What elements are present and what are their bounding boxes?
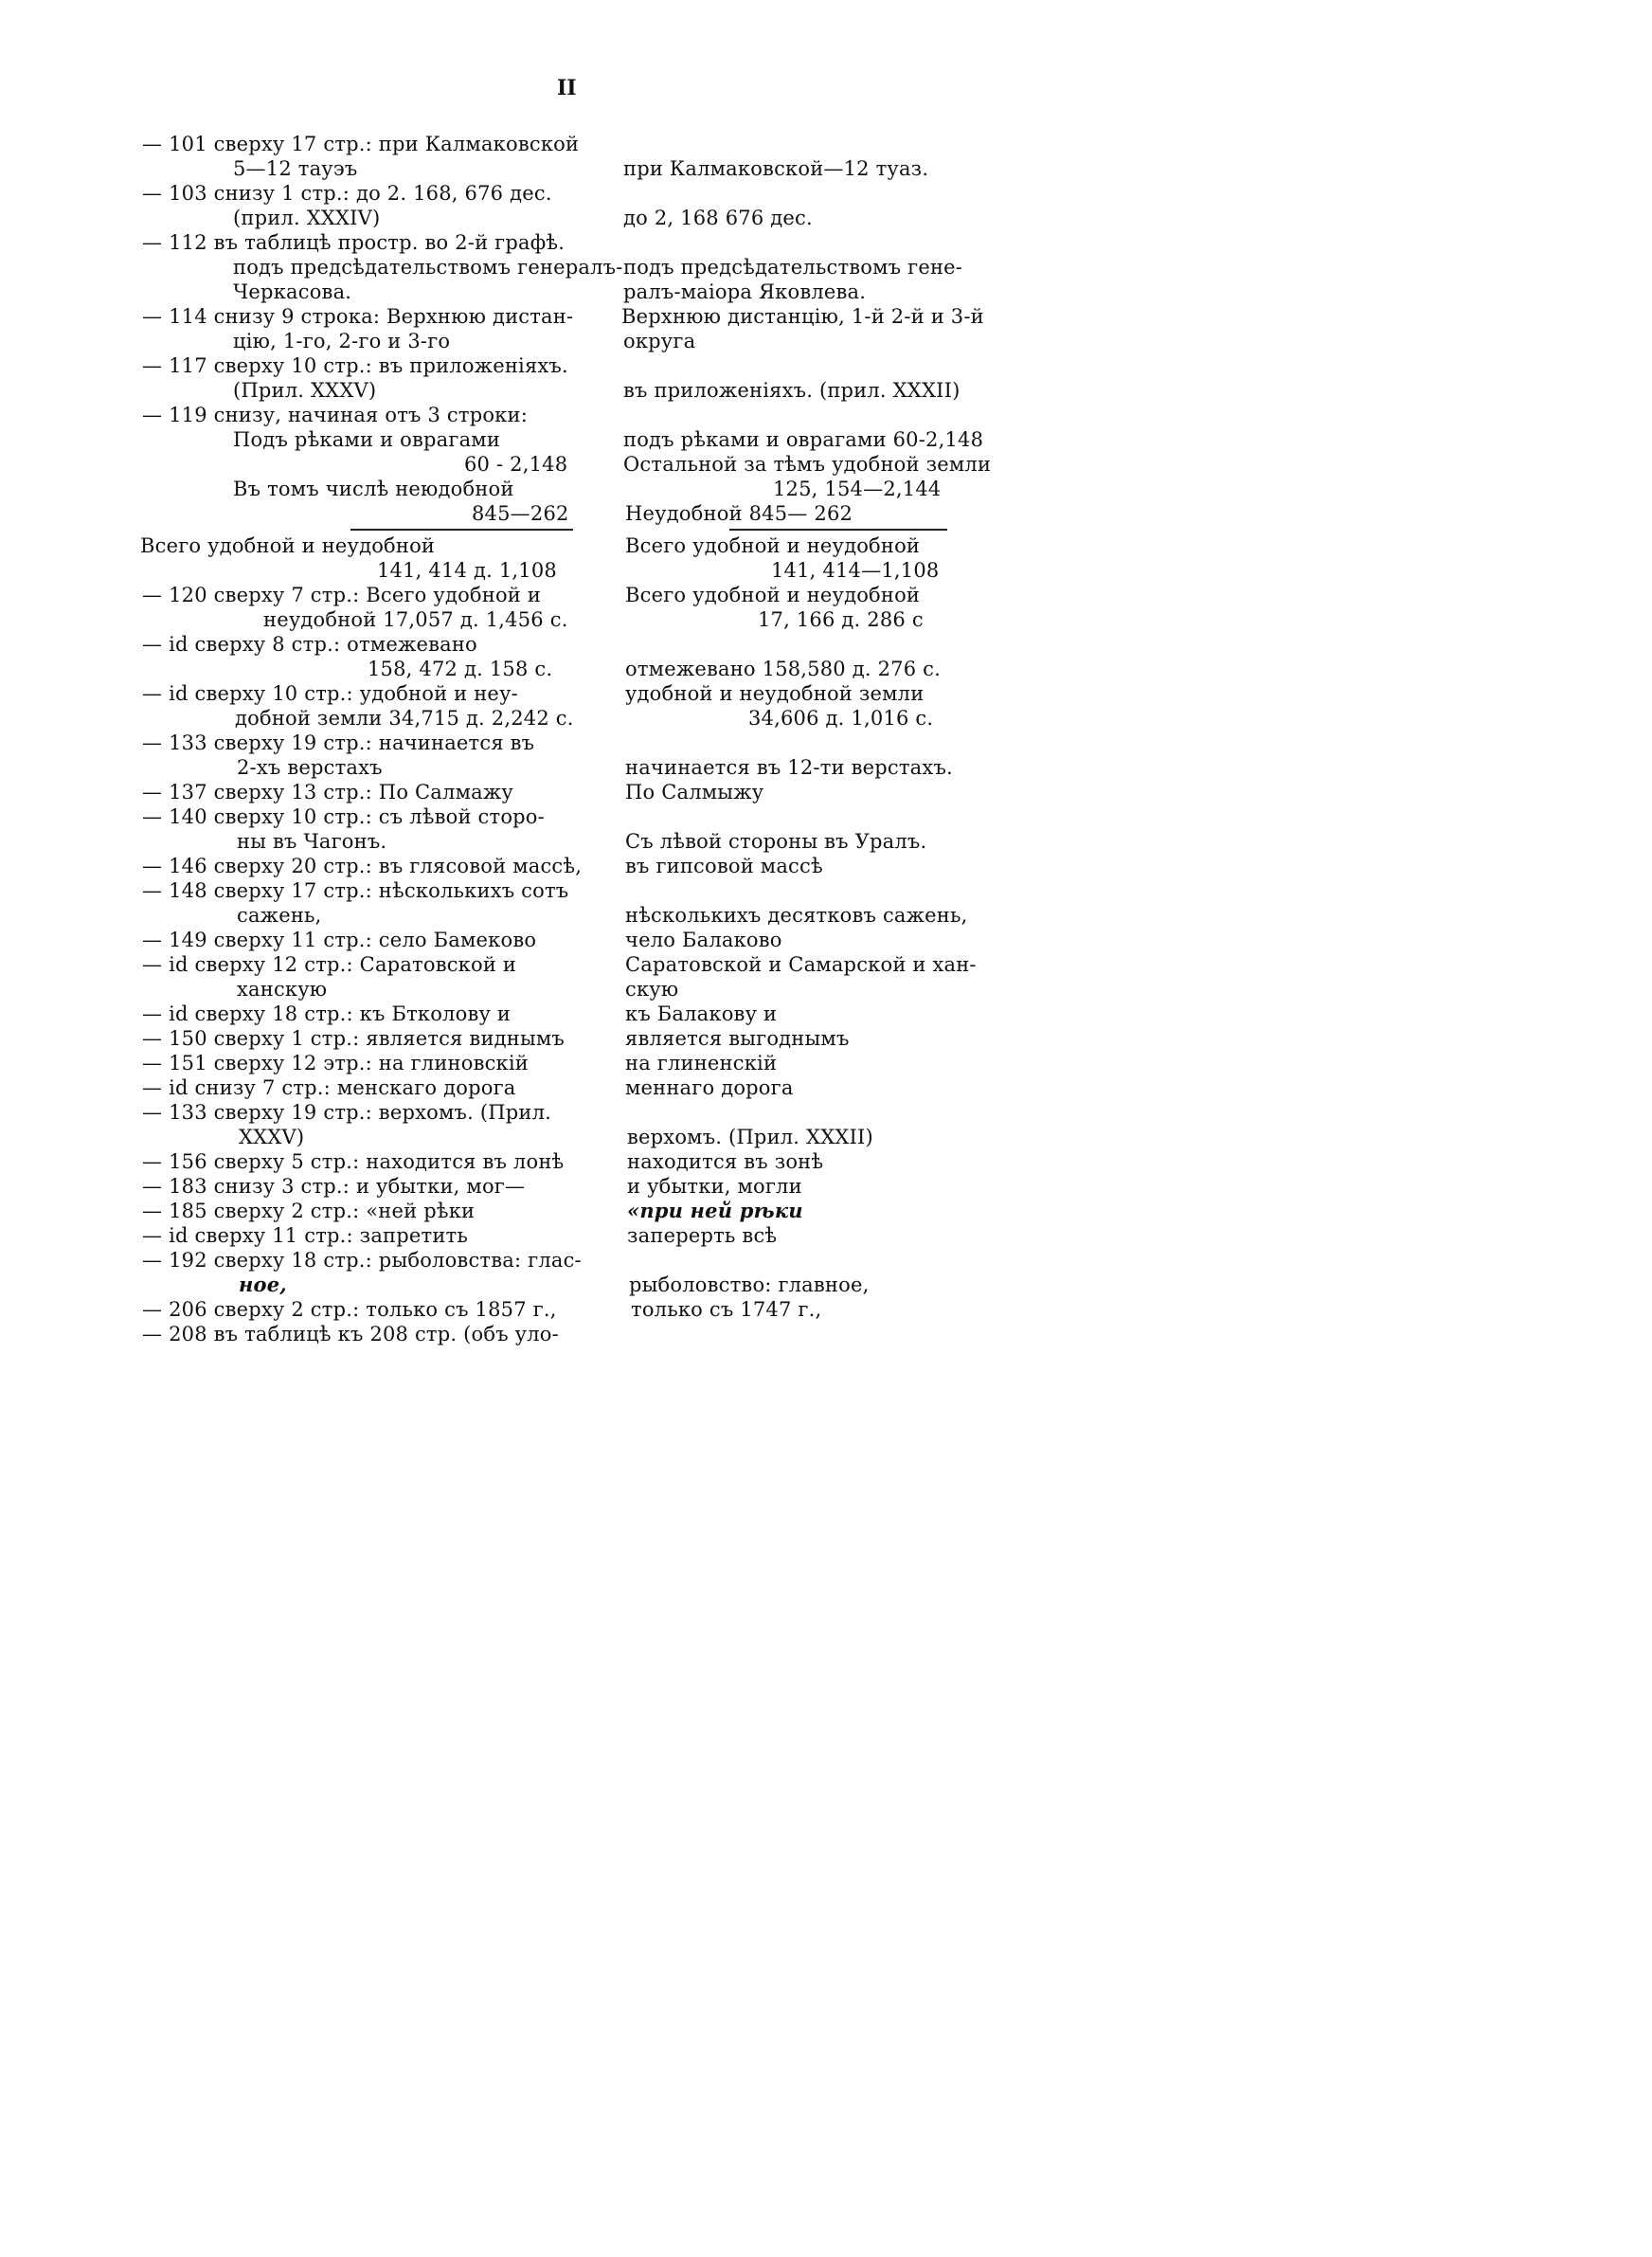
errata-line: — id сверху 12 стр.: Саратовской и xyxy=(142,953,517,976)
total-rule xyxy=(729,529,947,531)
correction-line: 34,606 д. 1,016 с. xyxy=(748,707,934,730)
total-rule xyxy=(350,529,573,531)
correction-line: заперерть всѣ xyxy=(627,1224,778,1247)
errata-line: — 208 въ таблицѣ къ 208 стр. (объ уло- xyxy=(142,1323,559,1345)
errata-line: ны въ Чагонъ. xyxy=(237,830,387,853)
errata-line: — id сверху 8 стр.: отмежевано xyxy=(142,633,477,656)
correction-line: Остальной за тѣмъ удобной земли xyxy=(623,453,992,476)
errata-line: — id сверху 11 стр.: запретить xyxy=(142,1224,468,1247)
errata-line: неудобной 17,057 д. 1,456 с. xyxy=(263,608,568,631)
correction-line: на глиненскій xyxy=(625,1052,778,1074)
errata-line: — 149 сверху 11 стр.: село Бамеково xyxy=(142,929,537,951)
correction-line: при Калмаковской—12 туаз. xyxy=(623,157,929,180)
errata-line: Всего удобной и неудобной xyxy=(140,534,436,557)
correction-line: нѣсколькихъ десятковъ сажень, xyxy=(625,904,968,927)
correction-line: ралъ-маіора Яковлева. xyxy=(623,280,867,303)
errata-line: ханскую xyxy=(237,978,328,1001)
errata-line: 5—12 тауэъ xyxy=(233,157,358,180)
correction-line: и убытки, могли xyxy=(627,1175,802,1198)
errata-line: — id сверху 18 стр.: къ Бтколову и xyxy=(142,1002,512,1025)
errata-line: Въ томъ числѣ неюдобной xyxy=(233,478,514,500)
correction-line: верхомъ. (Прил. XXXII) xyxy=(627,1126,873,1148)
correction-line: «при ней рѣки xyxy=(627,1199,803,1222)
correction-line: 141, 414—1,108 xyxy=(771,559,940,582)
errata-line: — 206 сверху 2 стр.: только съ 1857 г., xyxy=(142,1298,557,1321)
correction-line: 17, 166 д. 286 с xyxy=(758,608,924,631)
errata-line: — 146 сверху 20 стр.: въ глясовой массѣ, xyxy=(142,855,583,877)
errata-line: подъ предсѣдательствомъ генералъ- xyxy=(233,256,623,279)
errata-line: — 192 сверху 18 стр.: рыболовства: глас- xyxy=(142,1249,582,1272)
errata-line: — 137 сверху 13 стр.: По Салмажу xyxy=(142,781,513,803)
errata-line: (Прил. XXXV) xyxy=(233,379,377,402)
errata-line: — 103 снизу 1 стр.: до 2. 168, 676 дес. xyxy=(142,182,552,205)
correction-line: въ гипсовой массѣ xyxy=(625,855,823,877)
correction-line: чело Балаково xyxy=(625,929,782,951)
errata-line: добной земли 34,715 д. 2,242 с. xyxy=(235,707,574,730)
errata-line: — id снизу 7 стр.: менскаго дорога xyxy=(142,1076,516,1099)
errata-line: (прил. XXXIV) xyxy=(233,207,381,229)
errata-line: цію, 1-го, 2-го и 3-го xyxy=(233,330,451,352)
correction-line: въ приложеніяхъ. (прил. XXXII) xyxy=(623,379,961,402)
errata-line: — 133 сверху 19 стр.: начинается въ xyxy=(142,731,535,754)
errata-line: — 133 сверху 19 стр.: верхомъ. (Прил. xyxy=(142,1101,551,1124)
errata-line: Подъ рѣками и оврагами xyxy=(233,428,501,451)
errata-line: 2-хъ верстахъ xyxy=(237,756,383,779)
errata-line: — 101 сверху 17 стр.: при Калмаковской xyxy=(142,133,580,155)
errata-line: — 114 снизу 9 строка: Верхнюю дистан- xyxy=(142,305,574,328)
errata-line: сажень, xyxy=(237,904,322,927)
correction-line: находится въ зонѣ xyxy=(627,1150,824,1173)
correction-line: Съ лѣвой стороны въ Уралъ. xyxy=(625,830,927,853)
errata-line: ное, xyxy=(239,1273,287,1296)
correction-line: Верхнюю дистанцію, 1-й 2-й и 3-й xyxy=(621,305,984,328)
errata-line: — 120 сверху 7 стр.: Всего удобной и xyxy=(142,584,542,606)
correction-line: Всего удобной и неудобной xyxy=(625,534,921,557)
errata-line: 141, 414 д. 1,108 xyxy=(377,559,557,582)
errata-line: — 151 сверху 12 этр.: на глиновскій xyxy=(142,1052,529,1074)
correction-line: По Салмыжу xyxy=(625,781,764,803)
correction-line: удобной и неудобной земли xyxy=(625,682,925,705)
errata-line: — 156 сверху 5 стр.: находится въ лонѣ xyxy=(142,1150,565,1173)
errata-line: 158, 472 д. 158 с. xyxy=(368,658,553,680)
correction-line: начинается въ 12-ти верстахъ. xyxy=(625,756,953,779)
errata-line: — 183 снизу 3 стр.: и убытки, мог— xyxy=(142,1175,526,1198)
errata-line: — 140 сверху 10 стр.: съ лѣвой сторо- xyxy=(142,805,545,828)
errata-line: — 112 въ таблицѣ простр. во 2-й графѣ. xyxy=(142,231,566,254)
errata-line: — id сверху 10 стр.: удобной и неу- xyxy=(142,682,518,705)
errata-line: — 117 сверху 10 стр.: въ приложеніяхъ. xyxy=(142,354,568,377)
correction-line: округа xyxy=(623,330,696,352)
errata-line xyxy=(142,1199,475,1223)
correction-line: скую xyxy=(625,978,679,1001)
correction-line: подъ рѣками и оврагами 60-2,148 xyxy=(623,428,984,451)
correction-line: Всего удобной и неудобной xyxy=(625,584,921,606)
correction-line: до 2, 168 676 дес. xyxy=(623,207,813,229)
page-number: II xyxy=(557,76,577,100)
errata-line: Черкасова. xyxy=(233,280,352,303)
errata-line: — 148 сверху 17 стр.: нѣсколькихъ сотъ xyxy=(142,879,569,902)
correction-line: рыболовство: главное, xyxy=(629,1273,870,1296)
errata-line: 845—262 xyxy=(472,502,569,525)
correction-line: 125, 154—2,144 xyxy=(773,478,942,500)
correction-line: къ Балакову и xyxy=(625,1002,778,1025)
correction-line: является выгоднымъ xyxy=(625,1027,850,1050)
correction-line: меннаго дорога xyxy=(625,1076,794,1099)
errata-line-text: — 185 сверху 2 стр.: «ней рѣки xyxy=(142,1200,476,1222)
correction-line: отмежевано 158,580 д. 276 с. xyxy=(625,658,942,680)
errata-line: — 150 сверху 1 стр.: является виднымъ xyxy=(142,1027,565,1050)
correction-line: только съ 1747 г., xyxy=(631,1298,822,1321)
errata-line: — 119 снизу, начиная отъ 3 строки: xyxy=(142,404,528,426)
errata-line: 60 - 2,148 xyxy=(464,453,568,476)
correction-line: Неудобной 845— 262 xyxy=(625,502,853,525)
correction-line: подъ предсѣдательствомъ гене- xyxy=(623,256,963,279)
errata-line: XXXV) xyxy=(239,1126,305,1148)
correction-line: Саратовской и Самарской и хан- xyxy=(625,953,977,976)
